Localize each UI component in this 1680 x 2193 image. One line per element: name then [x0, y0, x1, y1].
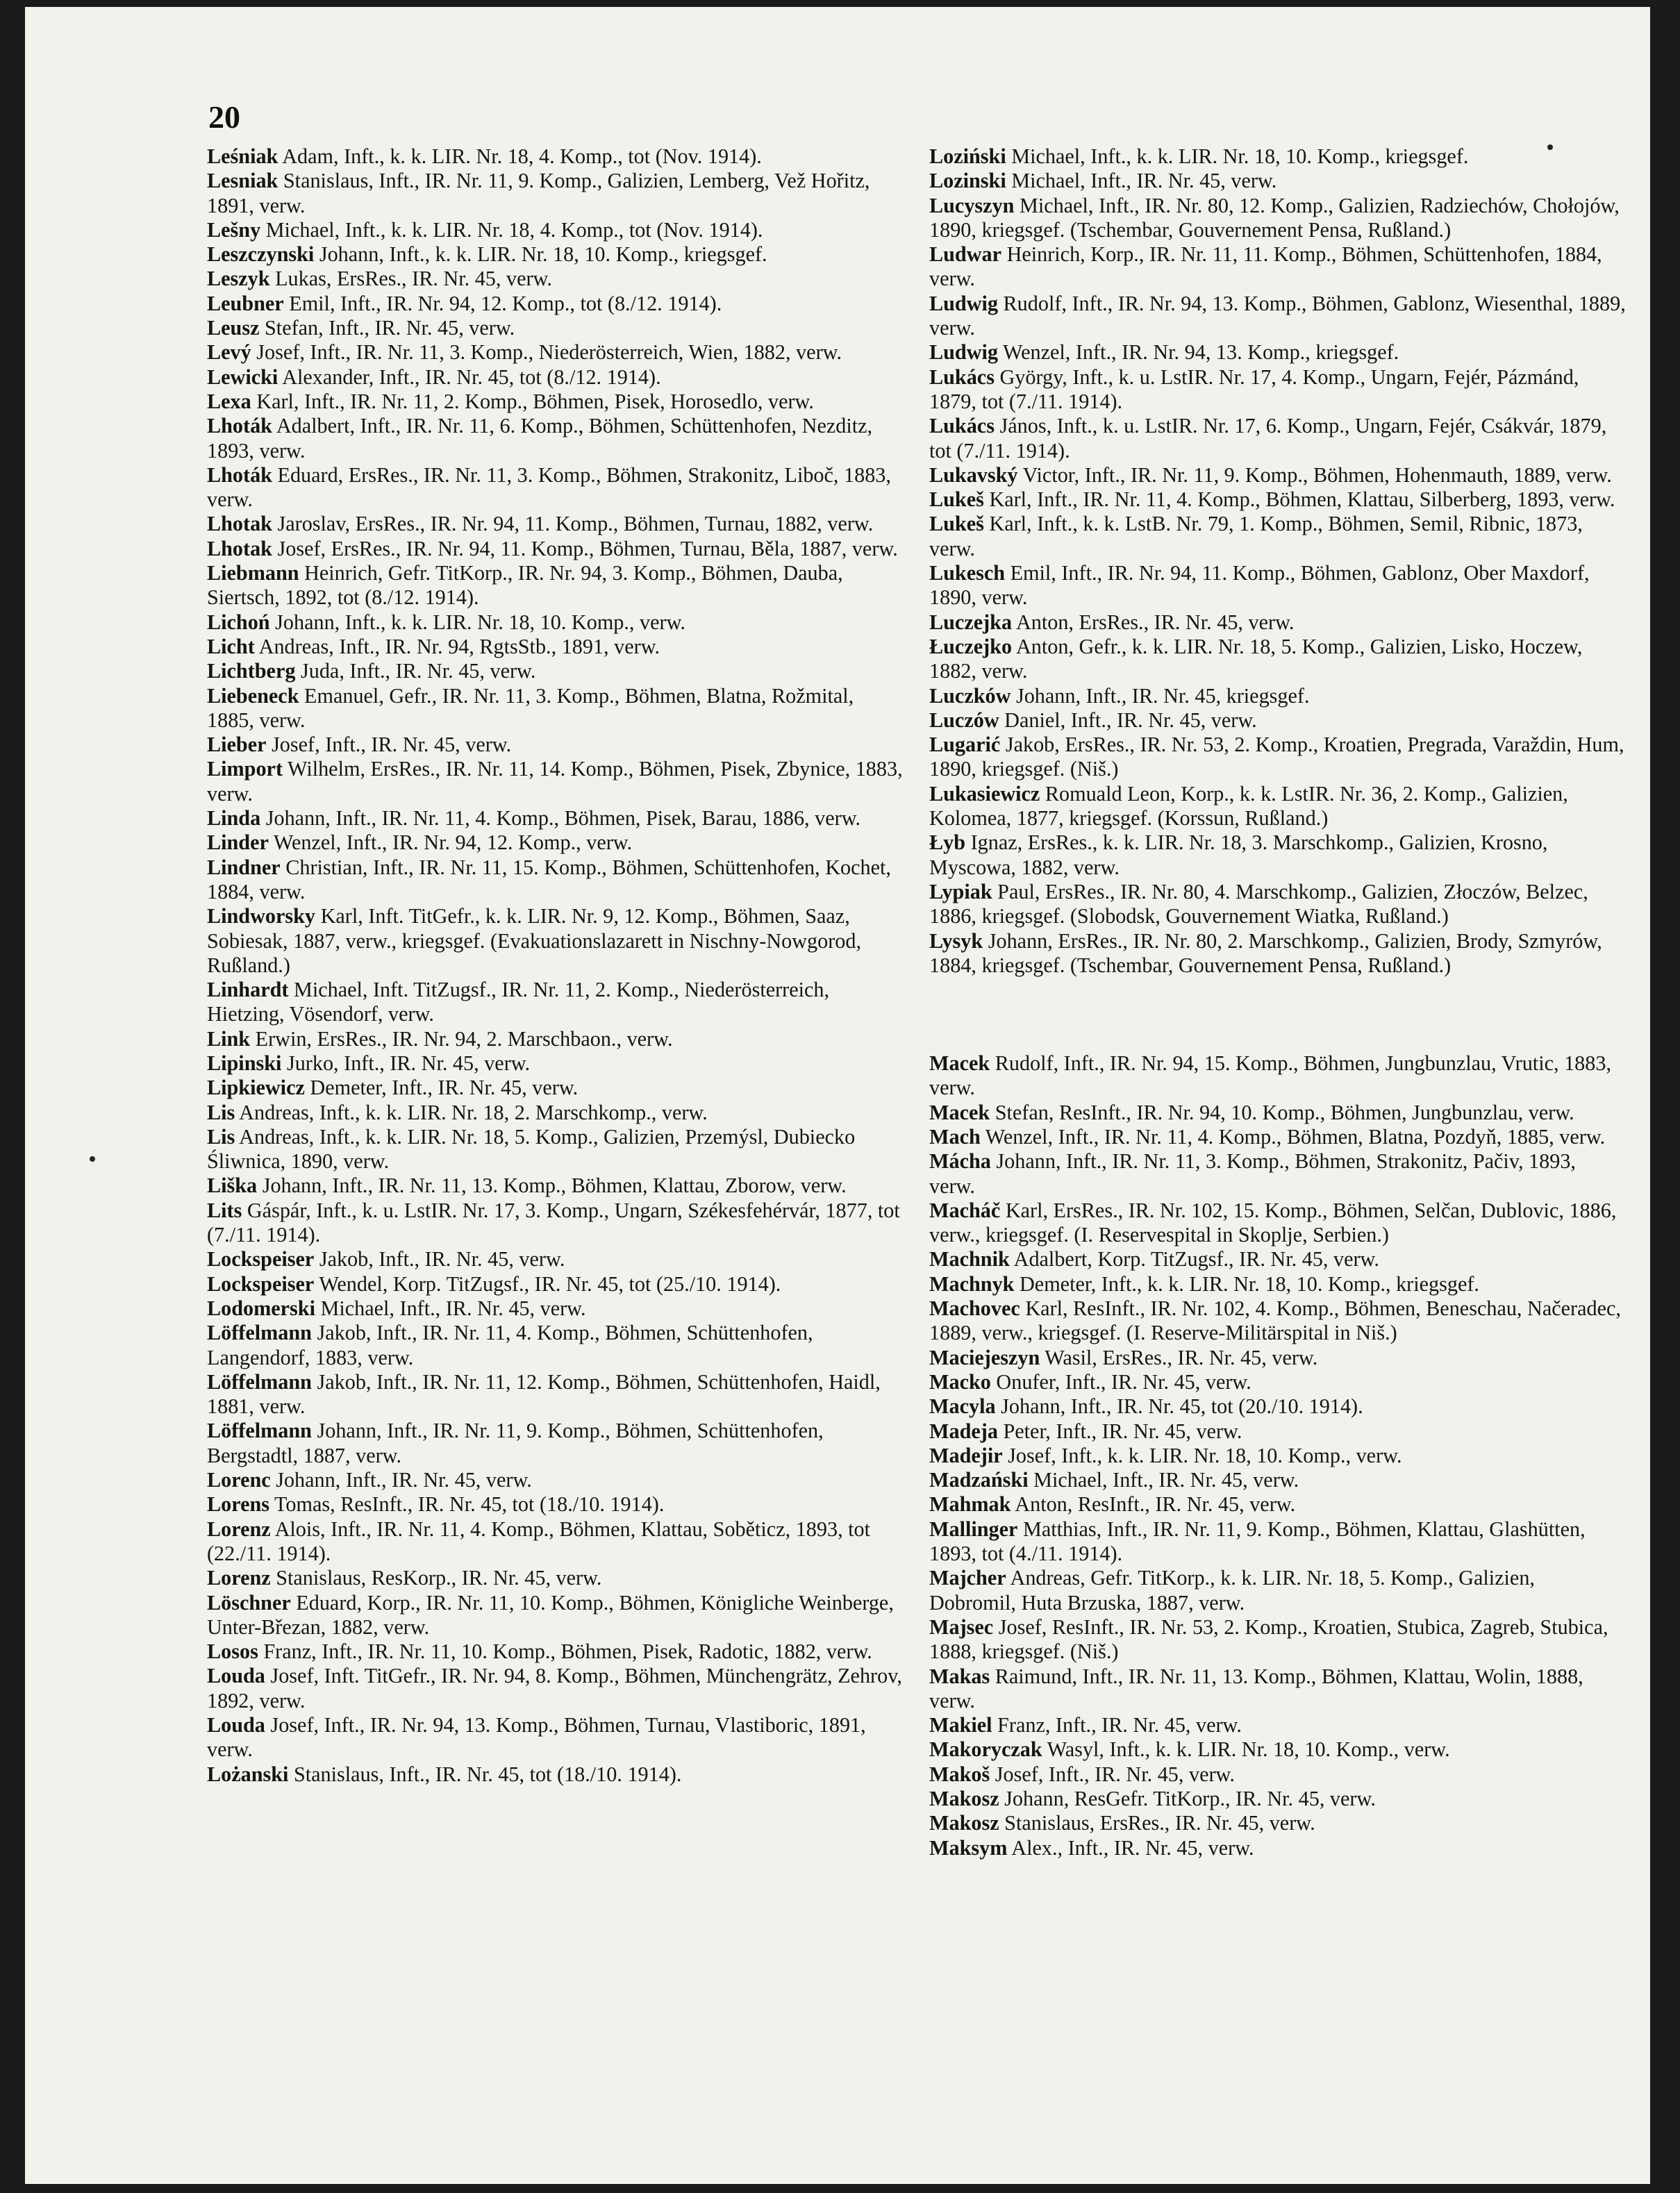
entry-details: Karl, Inft. TitGefr., k. k. LIR. Nr. 9, 12. Komp., Böhmen, Saaz, Sobiesak, 1887, verw., kriegsgef. (Evakuationslazarett in Nischny-Nowgorod, Rußland.): [207, 904, 862, 977]
register-entry: [207, 610, 904, 635]
entry-surname: Lypiak: [929, 879, 992, 903]
register-entry: [929, 782, 1627, 831]
register-entry: [207, 831, 904, 855]
register-entry: [929, 242, 1627, 292]
entry-surname: Leusz: [207, 316, 260, 340]
entry-surname: Linder: [207, 831, 269, 855]
entry-surname: Louda: [207, 1664, 265, 1688]
register-entry: [207, 1664, 904, 1713]
entry-surname: Lukács: [929, 365, 995, 389]
entry-details: Stanislaus, ErsRes., IR. Nr. 45, verw.: [1004, 1811, 1315, 1835]
entry-details: Jakob, Inft., IR. Nr. 11, 12. Komp., Böhmen, Schüttenhofen, Haidl, 1881, verw.: [207, 1369, 881, 1419]
entry-surname: Luczejka: [929, 610, 1013, 634]
entry-surname: Lukeš: [929, 487, 984, 512]
entry-details: Johann, Inft., IR. Nr. 11, 9. Komp., Böhmen, Schüttenhofen, Bergstadtl, 1887, verw.: [207, 1419, 824, 1467]
entry-details: Adam, Inft., k. k. LIR. Nr. 18, 4. Komp., tot (Nov. 1914).: [282, 144, 762, 168]
entry-surname: Lożanski: [207, 1762, 289, 1786]
register-entry: [207, 1419, 904, 1468]
entry-details: Johann, Inft., k. k. LIR. Nr. 18, 10. Komp., kriegsgef.: [319, 242, 767, 267]
register-entry: [929, 1101, 1627, 1125]
entry-details: Johann, Inft., IR. Nr. 11, 3. Komp., Böhmen, Strakonitz, Pačiv, 1893, verw.: [929, 1149, 1576, 1198]
entry-surname: Lukasiewicz: [929, 781, 1040, 806]
entry-details: Raimund, Inft., IR. Nr. 11, 13. Komp., Böhmen, Klattau, Wolin, 1888, verw.: [929, 1664, 1583, 1712]
entry-details: Anton, ResInft., IR. Nr. 45, verw.: [1015, 1492, 1296, 1517]
entry-details: Emil, Inft., IR. Nr. 94, 11. Komp., Böhmen, Gablonz, Ober Maxdorf, 1890, verw.: [929, 561, 1590, 610]
entry-details: Karl, Inft., k. k. LstB. Nr. 79, 1. Komp., Böhmen, Semil, Ribnic, 1873, verw.: [929, 512, 1583, 560]
entry-surname: Lorens: [207, 1492, 270, 1517]
entry-surname: Lhoták: [207, 414, 272, 438]
entry-surname: Leszczynski: [207, 242, 315, 267]
entry-details: Michael, Inft. TitZugsf., IR. Nr. 11, 2. Komp., Niederösterreich, Hietzing, Vösendorf, verw.: [207, 978, 830, 1026]
entry-details: Adalbert, Inft., IR. Nr. 11, 6. Komp., Böhmen, Schüttenhofen, Nezditz, 1893, verw.: [207, 414, 873, 462]
entry-surname: Machnyk: [929, 1271, 1015, 1296]
entry-details: Jakob, Inft., IR. Nr. 45, verw.: [319, 1247, 565, 1271]
entry-details: Peter, Inft., IR. Nr. 45, verw.: [1003, 1419, 1242, 1443]
entry-details: Jakob, Inft., IR. Nr. 11, 4. Komp., Böhmen, Schüttenhofen, Langendorf, 1883, verw.: [207, 1321, 813, 1369]
register-entry: [207, 390, 904, 414]
register-entry: [207, 512, 904, 536]
entry-details: Erwin, ErsRes., IR. Nr. 94, 2. Marschbaon., verw.: [255, 1026, 673, 1051]
entry-details: Josef, Inft., IR. Nr. 45, verw.: [272, 733, 512, 757]
register-entry: [929, 194, 1627, 243]
entry-details: Emil, Inft., IR. Nr. 94, 12. Komp., tot (8./12. 1914).: [289, 291, 722, 315]
entry-surname: Löffelmann: [207, 1369, 312, 1394]
entry-surname: Lis: [207, 1100, 235, 1124]
register-entry: [929, 1370, 1627, 1394]
entry-details: Karl, ResInft., IR. Nr. 102, 4. Komp., Böhmen, Beneschau, Načeradec, 1889, verw., kriegsgef. (I. Reserve-Militärspital in Niš.): [929, 1296, 1621, 1345]
register-entry: [929, 1713, 1627, 1737]
register-entry: [207, 1272, 904, 1296]
entry-details: Josef, Inft., IR. Nr. 11, 3. Komp., Niederösterreich, Wien, 1882, verw.: [256, 340, 842, 365]
entry-details: Johann, Inft., IR. Nr. 45, kriegsgef.: [1015, 683, 1310, 708]
entry-surname: Liebmann: [207, 561, 299, 585]
entry-details: Anton, Gefr., k. k. LIR. Nr. 18, 5. Komp., Galizien, Lisko, Hoczew, 1882, verw.: [929, 634, 1583, 683]
register-entry: [207, 463, 904, 512]
register-entry: [207, 414, 904, 463]
entry-surname: Lhotak: [207, 512, 272, 536]
entry-surname: Linda: [207, 806, 261, 831]
entry-surname: Loziński: [929, 144, 1006, 168]
register-entry: [929, 1419, 1627, 1444]
register-entry: [929, 1615, 1627, 1665]
right-column-m-entries: [929, 1051, 1627, 1860]
register-entry: [207, 169, 904, 218]
entry-surname: Leubner: [207, 291, 284, 315]
entry-surname: Lorenz: [207, 1517, 271, 1541]
register-entry: [207, 1517, 904, 1567]
register-entry: [929, 1762, 1627, 1787]
entry-surname: Lhoták: [207, 462, 272, 487]
register-entry: [207, 1125, 904, 1174]
entry-surname: Löffelmann: [207, 1419, 312, 1443]
entry-details: Josef, Inft., IR. Nr. 94, 13. Komp., Böhmen, Turnau, Vlastiboric, 1891, verw.: [207, 1713, 866, 1762]
entry-surname: Lhotak: [207, 536, 272, 560]
entry-surname: Majcher: [929, 1566, 1006, 1590]
entry-details: Wasyl, Inft., k. k. LIR. Nr. 18, 10. Komp., verw.: [1047, 1737, 1450, 1762]
entry-surname: Makoryczak: [929, 1737, 1042, 1762]
register-entry: [207, 1101, 904, 1125]
register-entry: [207, 684, 904, 733]
register-entry: [207, 1321, 904, 1370]
entry-surname: Mach: [929, 1124, 981, 1149]
entry-details: Stanislaus, ResKorp., IR. Nr. 45, verw.: [276, 1566, 602, 1590]
register-entry: [929, 1492, 1627, 1517]
entry-details: Andreas, Gefr. TitKorp., k. k. LIR. Nr. 18, 5. Komp., Galizien, Dobromil, Huta Brzuska, 1887, verw.: [929, 1566, 1535, 1615]
entry-surname: Lichoń: [207, 610, 270, 634]
register-entry: [929, 708, 1627, 733]
entry-details: Lukas, ErsRes., IR. Nr. 45, verw.: [275, 267, 552, 291]
entry-details: Michael, Inft., IR. Nr. 45, verw.: [1033, 1468, 1299, 1492]
register-entry: [929, 561, 1627, 610]
entry-surname: Lukesch: [929, 561, 1006, 585]
entry-details: Johann, Inft., k. k. LIR. Nr. 18, 10. Komp., verw.: [275, 610, 685, 634]
entry-surname: Licht: [207, 634, 255, 658]
register-entry: [929, 1051, 1627, 1101]
register-entry: [929, 292, 1627, 341]
entry-details: Tomas, ResInft., IR. Nr. 45, tot (18./10. 1914).: [274, 1492, 665, 1517]
register-entry: [929, 463, 1627, 487]
entry-surname: Lozinski: [929, 169, 1006, 193]
entry-details: Paul, ErsRes., IR. Nr. 80, 4. Marschkomp., Galizien, Złoczów, Belzec, 1886, kriegsgef. (Slobodsk, Gouvernement Wiatka, Rußland.): [929, 879, 1588, 928]
entry-surname: Louda: [207, 1713, 265, 1737]
register-entry: [207, 1296, 904, 1321]
entry-surname: Macek: [929, 1051, 990, 1076]
register-entry: [207, 806, 904, 831]
entry-surname: Liška: [207, 1174, 258, 1198]
register-entry: [207, 1640, 904, 1664]
entry-surname: Lugarić: [929, 733, 1001, 757]
entry-surname: Maksym: [929, 1835, 1008, 1860]
register-entry: [929, 1665, 1627, 1714]
entry-details: Alex., Inft., IR. Nr. 45, verw.: [1011, 1835, 1254, 1860]
entry-details: Wenzel, Inft., IR. Nr. 94, 13. Komp., kriegsgef.: [1003, 340, 1399, 365]
entry-surname: Lorenz: [207, 1566, 271, 1590]
entry-details: Josef, ResInft., IR. Nr. 53, 2. Komp., Kroatien, Stubica, Zagreb, Stubica, 1888, kriegsgef. (Niš.): [929, 1615, 1608, 1664]
register-entry: [207, 757, 904, 806]
entry-surname: Losos: [207, 1640, 258, 1664]
register-entry: [929, 1517, 1627, 1567]
register-entry: [929, 880, 1627, 929]
register-entry: [929, 1787, 1627, 1811]
entry-details: Johann, Inft., IR. Nr. 45, tot (20./10. 1914).: [1001, 1394, 1363, 1419]
entry-details: Michael, Inft., IR. Nr. 45, verw.: [1011, 169, 1277, 193]
register-entry: [207, 267, 904, 291]
entry-surname: Lodomerski: [207, 1296, 315, 1320]
entry-details: Jakob, ErsRes., IR. Nr. 53, 2. Komp., Kroatien, Pregrada, Varaždin, Hum, 1890, kriegsgef. (Niš.): [929, 733, 1624, 781]
entry-surname: Lockspeiser: [207, 1271, 315, 1296]
entry-details: Wenzel, Inft., IR. Nr. 94, 12. Komp., verw.: [273, 831, 633, 855]
entry-details: Johann, Inft., IR. Nr. 45, verw.: [276, 1468, 532, 1492]
entry-details: Adalbert, Korp. TitZugsf., IR. Nr. 45, verw.: [1013, 1247, 1379, 1271]
register-entry: [929, 610, 1627, 635]
entry-details: Anton, ErsRes., IR. Nr. 45, verw.: [1015, 610, 1295, 634]
entry-surname: Macháč: [929, 1198, 1001, 1222]
entry-details: Stanislaus, Inft., IR. Nr. 11, 9. Komp., Galizien, Lemberg, Vež Hořitz, 1891, verw.: [207, 169, 870, 217]
left-column: [207, 144, 904, 1787]
entry-details: Johann, ErsRes., IR. Nr. 80, 2. Marschkomp., Galizien, Brody, Szmyrów, 1884, kriegsgef. (Tschembar, Gouvernement Pensa, Rußland.): [929, 928, 1602, 977]
section-gap: [929, 978, 1627, 1051]
entry-surname: Lukács: [929, 414, 995, 438]
entry-details: Michael, Inft., k. k. LIR. Nr. 18, 4. Komp., tot (Nov. 1914).: [265, 217, 763, 242]
entry-details: Michael, Inft., k. k. LIR. Nr. 18, 10. Komp., kriegsgef.: [1011, 144, 1469, 168]
entry-surname: Lichtberg: [207, 659, 296, 683]
entry-surname: Lucyszyn: [929, 193, 1015, 217]
register-entry: [929, 1836, 1627, 1860]
entry-surname: Lockspeiser: [207, 1247, 315, 1271]
register-entry: [929, 1125, 1627, 1149]
register-entry: [207, 1566, 904, 1590]
register-entry: [207, 292, 904, 316]
register-entry: [929, 1199, 1627, 1248]
entry-surname: Lipkiewicz: [207, 1076, 305, 1100]
entry-surname: Leszyk: [207, 267, 270, 291]
entry-surname: Linhardt: [207, 978, 289, 1002]
entry-details: Daniel, Inft., IR. Nr. 45, verw.: [1004, 708, 1257, 732]
entry-details: Johann, Inft., IR. Nr. 11, 4. Komp., Böhmen, Pisek, Barau, 1886, verw.: [265, 806, 861, 831]
entry-surname: Lešny: [207, 217, 261, 242]
entry-details: Jurko, Inft., IR. Nr. 45, verw.: [286, 1051, 531, 1075]
entry-details: Ignaz, ErsRes., k. k. LIR. Nr. 18, 3. Marschkomp., Galizien, Krosno, Myscowa, 1882, verw.: [929, 831, 1548, 879]
entry-details: Andreas, Inft., k. k. LIR. Nr. 18, 2. Marschkomp., verw.: [239, 1100, 708, 1124]
entry-surname: Lindner: [207, 855, 281, 879]
entry-details: Karl, ErsRes., IR. Nr. 102, 15. Komp., Böhmen, Selčan, Dublovic, 1886, verw., kriegsgef. (I. Reservespital in Skoplje, Serbien.): [929, 1198, 1617, 1247]
entry-surname: Liebeneck: [207, 683, 299, 708]
page-number: 20: [208, 99, 240, 135]
entry-surname: Limport: [207, 757, 283, 781]
entry-details: Eduard, Korp., IR. Nr. 11, 10. Komp., Böhmen, Königliche Weinberge, Unter-Březan, 1882, verw.: [207, 1590, 894, 1639]
register-entry: [929, 1468, 1627, 1492]
entry-details: Victor, Inft., IR. Nr. 11, 9. Komp., Böhmen, Hohenmauth, 1889, verw.: [1022, 462, 1612, 487]
entry-surname: Ludwig: [929, 340, 998, 365]
entry-surname: Lis: [207, 1124, 235, 1149]
register-entry: [207, 1468, 904, 1492]
register-entry: [207, 1591, 904, 1640]
entry-surname: Macyla: [929, 1394, 996, 1419]
entry-details: Juda, Inft., IR. Nr. 45, verw.: [301, 659, 536, 683]
entry-surname: Lysyk: [929, 928, 983, 953]
entry-details: Andreas, Inft., k. k. LIR. Nr. 18, 5. Komp., Galizien, Przemýsl, Dubiecko Śliwnica, 1890, verw.: [207, 1124, 856, 1174]
entry-surname: Maciejeszyn: [929, 1345, 1040, 1369]
register-entry: [929, 1394, 1627, 1419]
entry-surname: Mácha: [929, 1149, 991, 1174]
entry-details: Josef, Inft., k. k. LIR. Nr. 18, 10. Komp., verw.: [1008, 1443, 1402, 1467]
entry-surname: Macek: [929, 1100, 990, 1124]
register-entry: [207, 316, 904, 340]
register-entry: [207, 1762, 904, 1787]
register-entry: [929, 1247, 1627, 1271]
entry-details: Demeter, Inft., IR. Nr. 45, verw.: [310, 1076, 579, 1100]
entry-details: Josef, Inft., IR. Nr. 45, verw.: [995, 1762, 1235, 1786]
register-entry: [207, 733, 904, 757]
entry-surname: Makas: [929, 1664, 990, 1688]
register-entry: [207, 1174, 904, 1198]
register-entry: [929, 512, 1627, 561]
register-entry: [207, 904, 904, 978]
register-entry: [929, 365, 1627, 415]
entry-details: Heinrich, Korp., IR. Nr. 11, 11. Komp., Böhmen, Schüttenhofen, 1884, verw.: [929, 242, 1602, 291]
entry-details: Heinrich, Gefr. TitKorp., IR. Nr. 94, 3. Komp., Böhmen, Dauba, Siertsch, 1892, tot (8./12. 1914).: [207, 561, 843, 610]
register-entry: [207, 1051, 904, 1076]
entry-details: Jaroslav, ErsRes., IR. Nr. 94, 11. Komp., Böhmen, Turnau, 1882, verw.: [277, 512, 874, 536]
entry-details: Stefan, ResInft., IR. Nr. 94, 10. Komp., Böhmen, Jungbunzlau, verw.: [995, 1100, 1574, 1124]
register-entry: [929, 733, 1627, 782]
entry-details: Wendel, Korp. TitZugsf., IR. Nr. 45, tot (25./10. 1914).: [319, 1271, 781, 1296]
entry-details: Alexander, Inft., IR. Nr. 45, tot (8./12. 1914).: [282, 365, 661, 389]
entry-surname: Łyb: [929, 831, 966, 855]
register-entry: [207, 1247, 904, 1271]
entry-surname: Luczów: [929, 708, 999, 732]
register-entry: [929, 635, 1627, 684]
entry-surname: Madeja: [929, 1419, 998, 1443]
entry-details: János, Inft., k. u. LstIR. Nr. 17, 6. Komp., Ungarn, Fejér, Csákvár, 1879, tot (7./11. 1914).: [929, 414, 1607, 462]
register-entry: [207, 537, 904, 561]
entry-details: Wenzel, Inft., IR. Nr. 11, 4. Komp., Böhmen, Blatna, Pozdyň, 1885, verw.: [985, 1124, 1606, 1149]
entry-details: Alois, Inft., IR. Nr. 11, 4. Komp., Böhmen, Klattau, Soběticz, 1893, tot (22./11. 1914).: [207, 1517, 871, 1565]
entry-surname: Ludwig: [929, 291, 998, 315]
entry-surname: Ludwar: [929, 242, 1002, 267]
register-entry: [929, 1272, 1627, 1296]
entry-details: Rudolf, Inft., IR. Nr. 94, 13. Komp., Böhmen, Gablonz, Wiesenthal, 1889, verw.: [929, 291, 1626, 340]
register-entry: [207, 659, 904, 683]
register-entry: [929, 1566, 1627, 1615]
entry-details: Michael, Inft., IR. Nr. 45, verw.: [320, 1296, 586, 1320]
entry-details: Onufer, Inft., IR. Nr. 45, verw.: [996, 1369, 1251, 1394]
entry-details: Andreas, Inft., IR. Nr. 94, RgtsStb., 1891, verw.: [258, 634, 660, 658]
register-entry: [207, 1027, 904, 1051]
entry-details: Demeter, Inft., k. k. LIR. Nr. 18, 10. Komp., kriegsgef.: [1020, 1271, 1479, 1296]
entry-details: Karl, Inft., IR. Nr. 11, 2. Komp., Böhmen, Pisek, Horosedlo, verw.: [256, 389, 814, 413]
entry-surname: Makosz: [929, 1787, 999, 1810]
entry-details: Johann, Inft., IR. Nr. 11, 13. Komp., Böhmen, Klattau, Zborow, verw.: [262, 1174, 847, 1198]
entry-surname: Link: [207, 1026, 251, 1051]
entry-surname: Mallinger: [929, 1517, 1018, 1541]
register-entry: [929, 1296, 1627, 1346]
register-entry: [929, 684, 1627, 708]
entry-surname: Lorenc: [207, 1468, 271, 1492]
register-entry: [207, 1199, 904, 1248]
entry-surname: Lukeš: [929, 512, 984, 536]
register-entry: [929, 831, 1627, 880]
speck: [90, 1156, 95, 1162]
entry-surname: Łuczejko: [929, 634, 1013, 658]
register-entry: [207, 561, 904, 610]
register-entry: [207, 1492, 904, 1517]
register-entry: [207, 856, 904, 905]
register-entry: [929, 1149, 1627, 1199]
entry-surname: Löffelmann: [207, 1321, 312, 1345]
register-entry: [207, 1713, 904, 1762]
entry-details: Wilhelm, ErsRes., IR. Nr. 11, 14. Komp., Böhmen, Pisek, Zbynice, 1883, verw.: [207, 757, 903, 806]
register-entry: [929, 144, 1627, 169]
entry-details: Michael, Inft., IR. Nr. 80, 12. Komp., Galizien, Radziechów, Chołojów, 1890, kriegsgef. (Tschembar, Gouvernement Pensa, Rußland.): [929, 193, 1620, 242]
entry-surname: Makosz: [929, 1811, 999, 1835]
entry-details: Franz, Inft., IR. Nr. 45, verw.: [997, 1713, 1242, 1737]
entry-surname: Lewicki: [207, 365, 278, 389]
entry-details: Gáspár, Inft., k. u. LstIR. Nr. 17, 3. Komp., Ungarn, Székesfehérvár, 1877, tot (7./11. 1914).: [207, 1198, 900, 1247]
entry-surname: Lipinski: [207, 1051, 282, 1075]
right-column-l-entries: [929, 144, 1627, 978]
register-entry: [207, 1076, 904, 1100]
entry-surname: Lesniak: [207, 169, 278, 193]
register-entry: [207, 218, 904, 242]
entry-surname: Leśniak: [207, 144, 278, 168]
entry-details: Franz, Inft., IR. Nr. 11, 10. Komp., Böhmen, Pisek, Radotic, 1882, verw.: [263, 1640, 872, 1664]
entry-details: Rudolf, Inft., IR. Nr. 94, 15. Komp., Böhmen, Jungbunzlau, Vrutic, 1883, verw.: [929, 1051, 1611, 1100]
entry-surname: Luczków: [929, 683, 1011, 708]
entry-details: Johann, ResGefr. TitKorp., IR. Nr. 45, verw.: [1004, 1787, 1376, 1810]
register-entry: [207, 978, 904, 1027]
register-entry: [929, 929, 1627, 978]
register-entry: [207, 365, 904, 390]
entry-surname: Lexa: [207, 389, 251, 413]
entry-surname: Mahmak: [929, 1492, 1011, 1517]
register-entry: [207, 340, 904, 365]
entry-details: Christian, Inft., IR. Nr. 11, 15. Komp., Böhmen, Schüttenhofen, Kochet, 1884, verw.: [207, 855, 891, 903]
register-entry: [929, 1444, 1627, 1468]
entry-details: Stanislaus, Inft., IR. Nr. 45, tot (18./10. 1914).: [293, 1762, 682, 1786]
entry-surname: Madejir: [929, 1443, 1003, 1467]
entry-details: György, Inft., k. u. LstIR. Nr. 17, 4. Komp., Ungarn, Fejér, Pázmánd, 1879, tot (7./11. 1914).: [929, 365, 1579, 413]
register-entry: [929, 340, 1627, 365]
entry-details: Romuald Leon, Korp., k. k. LstIR. Nr. 36, 2. Komp., Galizien, Kolomea, 1877, kriegsgef. (Korssun, Rußland.): [929, 781, 1568, 831]
register-entry: [929, 1346, 1627, 1370]
entry-details: Josef, Inft. TitGefr., IR. Nr. 94, 8. Komp., Böhmen, Münchengrätz, Zehrov, 1892, verw.: [207, 1664, 902, 1712]
register-entry: [207, 144, 904, 169]
entry-details: Wasil, ErsRes., IR. Nr. 45, verw.: [1045, 1345, 1318, 1369]
entry-surname: Macko: [929, 1369, 991, 1394]
right-column: [929, 144, 1627, 1860]
register-entry: [929, 487, 1627, 512]
entry-details: Josef, ErsRes., IR. Nr. 94, 11. Komp., Böhmen, Turnau, Běla, 1887, verw.: [277, 536, 898, 560]
register-entry: [929, 169, 1627, 193]
register-entry: [929, 414, 1627, 463]
entry-surname: Lukavský: [929, 462, 1018, 487]
register-entry: [929, 1737, 1627, 1762]
register-entry: [207, 242, 904, 267]
entry-details: Stefan, Inft., IR. Nr. 45, verw.: [265, 316, 515, 340]
entry-surname: Lieber: [207, 733, 267, 757]
register-entry: [207, 1370, 904, 1419]
entry-surname: Machnik: [929, 1247, 1010, 1271]
entry-details: Emanuel, Gefr., IR. Nr. 11, 3. Komp., Böhmen, Blatna, Rožmital, 1885, verw.: [207, 683, 854, 732]
entry-surname: Makiel: [929, 1713, 992, 1737]
entry-surname: Machovec: [929, 1296, 1020, 1321]
entry-surname: Levý: [207, 340, 251, 365]
register-entry: [929, 1811, 1627, 1835]
entry-surname: Makoš: [929, 1762, 990, 1786]
entry-surname: Lindworsky: [207, 904, 316, 928]
entry-details: Matthias, Inft., IR. Nr. 11, 9. Komp., Böhmen, Klattau, Glashütten, 1893, tot (4./11. 1914).: [929, 1517, 1586, 1566]
entry-details: Karl, Inft., IR. Nr. 11, 4. Komp., Böhmen, Klattau, Silberberg, 1893, verw.: [989, 487, 1615, 512]
entry-surname: Madzański: [929, 1468, 1029, 1492]
entry-details: Eduard, ErsRes., IR. Nr. 11, 3. Komp., Böhmen, Strakonitz, Liboč, 1883, verw.: [207, 462, 891, 512]
register-entry: [207, 635, 904, 659]
entry-surname: Lits: [207, 1198, 242, 1222]
entry-surname: Majsec: [929, 1615, 994, 1639]
entry-surname: Löschner: [207, 1590, 291, 1615]
